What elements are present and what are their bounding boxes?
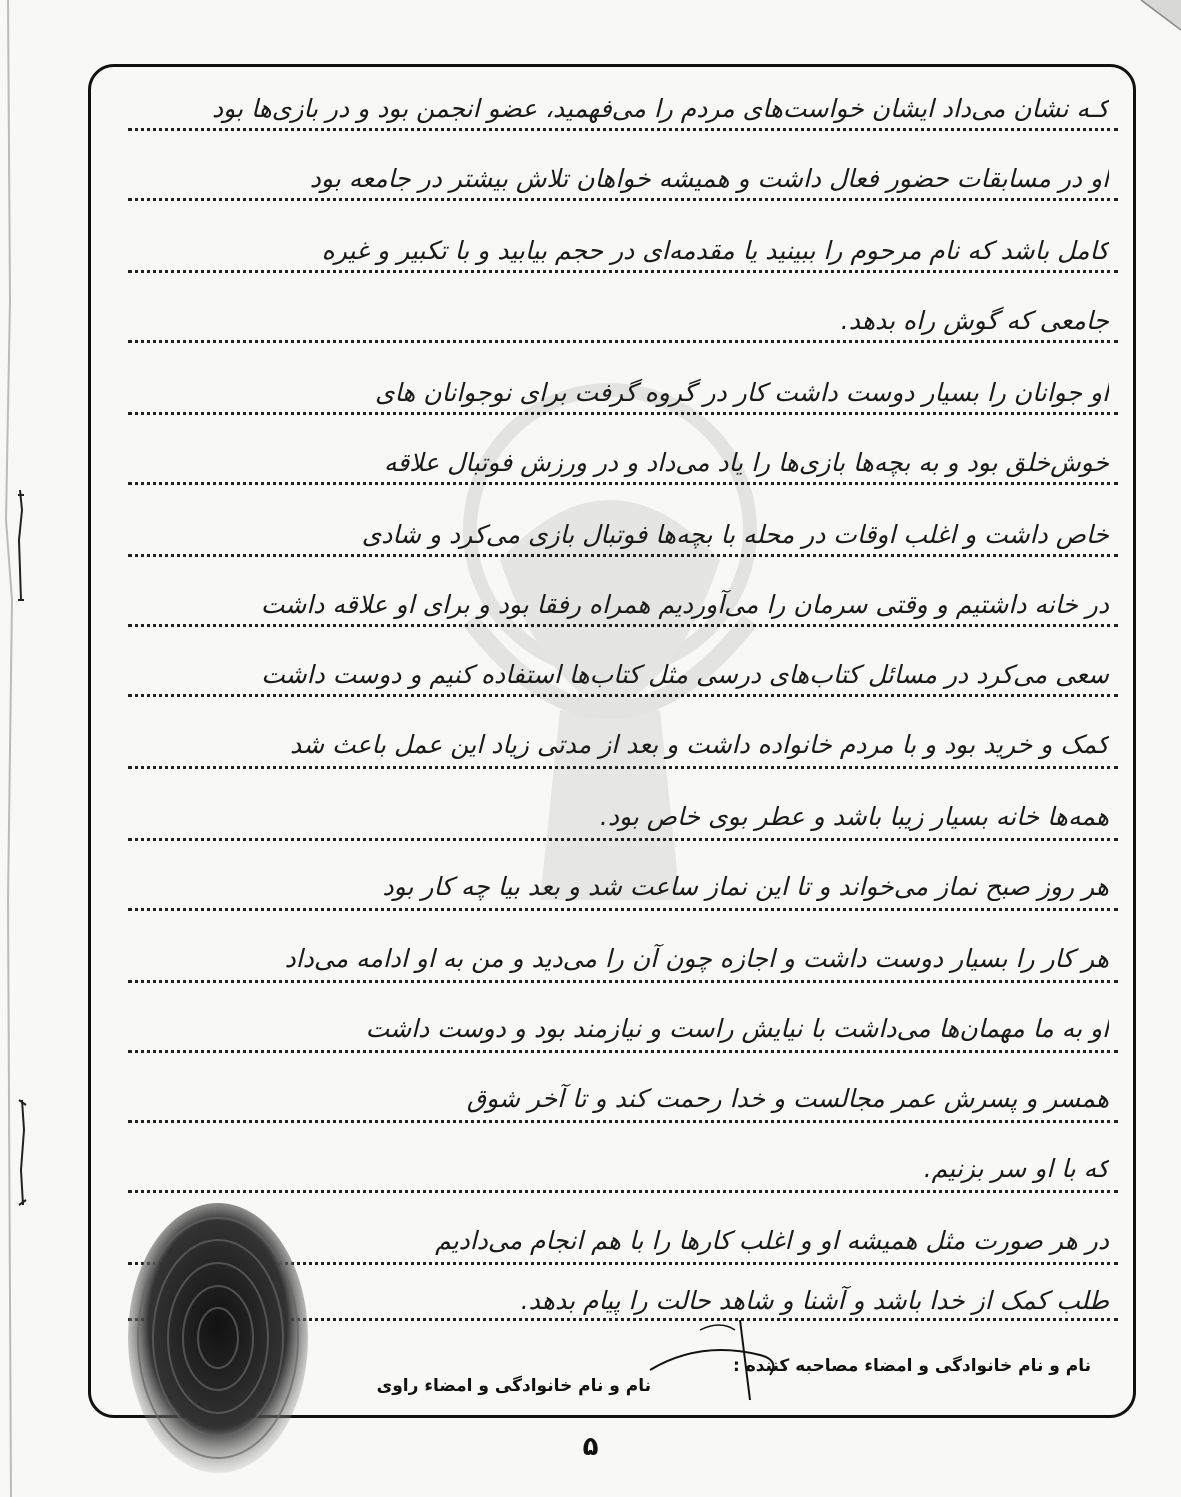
handwritten-line: در هر صورت مثل همیشه او و اغلب کارها را با هم انجام می‌دادیم [435, 1226, 1109, 1255]
ruled-line [128, 1120, 1118, 1123]
handwritten-line: او به ما مهمان‌ها می‌داشت با نیایش راست و نیازمند بود و دوست داشت [365, 1014, 1109, 1043]
ruled-line [128, 270, 1118, 273]
handwritten-line: هر کار را بسیار دوست داشت و اجازه چون آن را می‌دید و من به او ادامه می‌داد [284, 944, 1109, 973]
handwritten-line: طلب کمک از خدا باشد و آشنا و شاهد حالت را پیام بدهد. [520, 1286, 1109, 1315]
handwritten-line: همسر و پسرش عمر مجالست و خدا رحمت کند و تا آخر شوق [466, 1084, 1109, 1113]
narrator-signature-label: نام و نام خانوادگی و امضاء راوی [376, 1376, 651, 1396]
handwritten-line: در خانه داشتیم و وقتی سرمان را می‌آوردیم همراه رفقا بود و برای او علاقه داشت [260, 590, 1109, 619]
ruled-line [128, 1190, 1118, 1193]
signature-mark [640, 1300, 790, 1410]
interviewer-signature-label: نام و نام خانوادگی و امضاء مصاحبه کننده : [732, 1356, 1091, 1376]
handwritten-line: که با او سر بزنیم. [923, 1154, 1109, 1183]
ruled-line [128, 340, 1118, 343]
ruled-line [128, 694, 1118, 697]
handwritten-line: کـه نشان می‌داد ایشان خواست‌های مردم را می‌فهمید، عضو انجمن بود و در بازی‌ها بود [212, 94, 1109, 123]
ruled-line [128, 766, 1118, 769]
page-number: ۵ [582, 1432, 599, 1462]
ruled-line [128, 838, 1118, 841]
handwritten-line: همه‌ها خانه بسیار زیبا باشد و عطر بوی خاص بود. [599, 802, 1109, 831]
ruled-line [128, 128, 1118, 131]
ruled-line [128, 1050, 1118, 1053]
ruled-line [128, 624, 1118, 627]
handwritten-line: او در مسابقات حضور فعال داشت و همیشه خواهان تلاش بیشتر در جامعه بود [309, 164, 1109, 193]
handwritten-line: سعی می‌کرد در مسائل کتاب‌های درسی مثل کتاب‌ها استفاده کنیم و دوست داشت [261, 660, 1109, 689]
handwritten-line: جامعی که گوش راه بدهد. [840, 306, 1109, 335]
ruled-line [128, 412, 1118, 415]
handwritten-line: او جوانان را بسیار دوست داشت کار در گروه گرفت برای نوجوانان های [374, 378, 1109, 407]
binding-edge [0, 0, 30, 1497]
ruled-line [128, 482, 1118, 485]
handwritten-line: خوش‌خلق بود و به بچه‌ها بازی‌ها را یاد می‌داد و در ورزش فوتبال علاقه [383, 448, 1109, 477]
ruled-line [128, 980, 1118, 983]
handwritten-line: کامل باشد که نام مرحوم را ببینید یا مقدمه‌ای در حجم بیابید و با تکبیر و غیره [321, 236, 1109, 265]
ruled-line [128, 198, 1118, 201]
ruled-line [128, 908, 1118, 911]
ruled-line [128, 554, 1118, 557]
page-corner-curl [1121, 0, 1181, 50]
handwritten-line: کمک و خرید بود و با مردم خانواده داشت و بعد از مدتی زیاد این عمل باعث شد [289, 730, 1109, 759]
handwritten-line: هر روز صبح نماز می‌خواند و تا این نماز ساعت شد و بعد بیا چه کار بود [382, 872, 1109, 901]
handwritten-line: خاص داشت و اغلب اوقات در محله با بچه‌ها فوتبال بازی می‌کرد و شادی [361, 520, 1109, 549]
